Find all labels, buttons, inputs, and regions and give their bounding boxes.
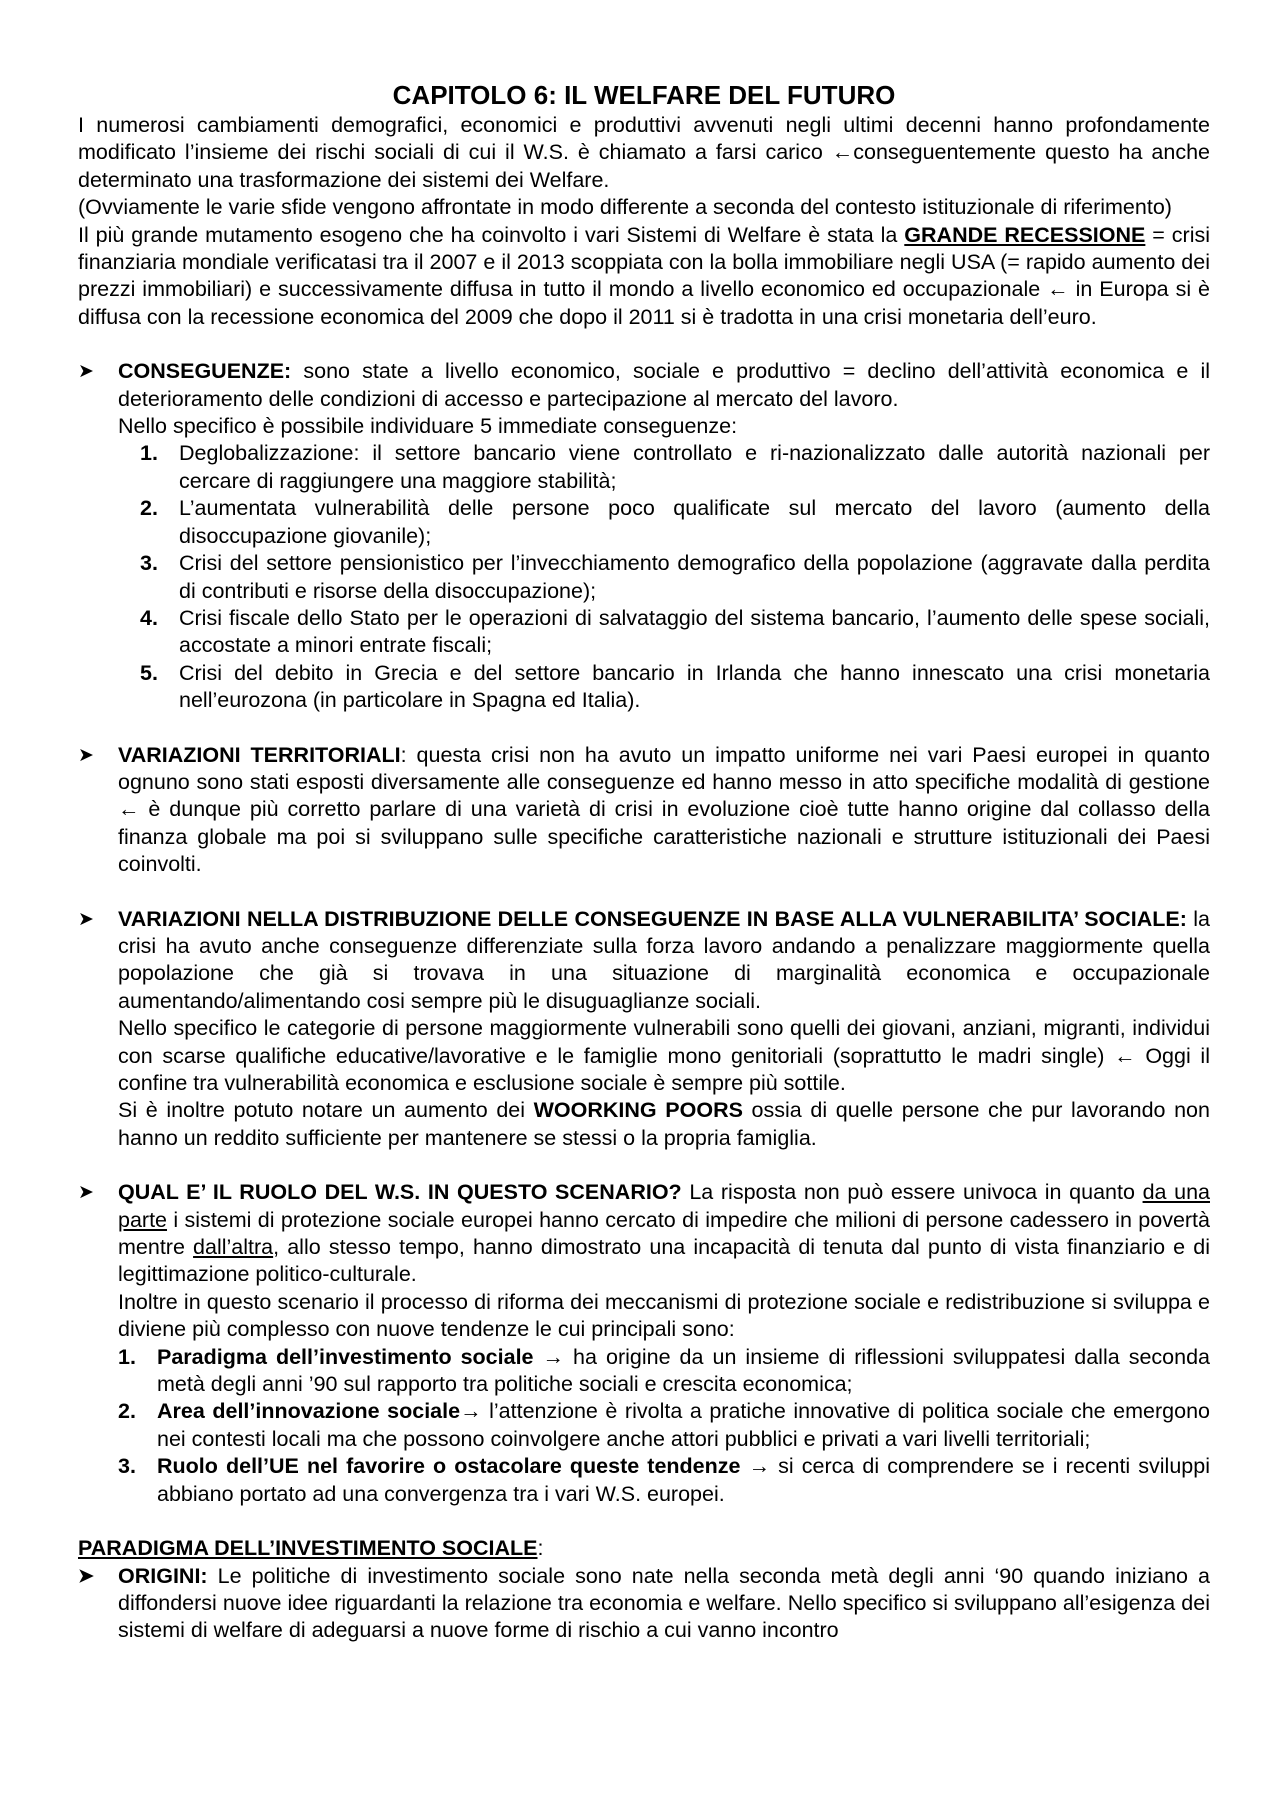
arrow-bullet-icon: ➤	[78, 908, 94, 930]
list-item: 3. Ruolo dell’UE nel favorire o ostacolare queste tendenze → si cerca di comprendere se i recenti sviluppi abbiano portato ad una convergenza tra i vari W.S. europei.	[118, 1454, 1210, 1506]
variazioni-distribuzione-heading: VARIAZIONI NELLA DISTRIBUZIONE DELLE CONSEGUENZE IN BASE ALLA VULNERABILITA’ SOCIALE:	[118, 906, 1187, 931]
variazioni-territoriali-heading: VARIAZIONI TERRITORIALI	[118, 742, 401, 767]
arrow-bullet-icon: ➤	[78, 1182, 94, 1204]
conseguenze-list	[118, 440, 1210, 714]
list-item: 5. Crisi del debito in Grecia e del settore bancario in Irlanda che hanno innescato una crisi monetaria nell’eurozona (in particolare in Spagna ed Italia).	[140, 660, 1210, 713]
arrow-bullet-icon: ➤	[78, 361, 94, 383]
list-item: 2. Area dell’innovazione sociale→ l’attenzione è rivolta a pratiche innovative di politica sociale che emergono nei contesti locali ma che possono coinvolgere anche attori pubblici e privati a vari livelli territoriali;	[118, 1399, 1210, 1451]
conseguenze-heading: CONSEGUENZE:	[118, 359, 292, 384]
variazioni-distribuzione-paragraph: VARIAZIONI NELLA DISTRIBUZIONE DELLE CONSEGUENZE IN BASE ALLA VULNERABILITA’ SOCIALE: la crisi ha avuto anche conseguenze differenziate sulla forza lavoro andando a penalizzare maggiormente quella popolazione che già si trovava in una situazione di marginalità economica e occupazionale aumentando/alimentando cosi sempre più le disuguaglianze sociali.	[118, 906, 1210, 1013]
variazioni-distribuzione-section	[78, 906, 1210, 1153]
tendenze-list	[118, 1344, 1210, 1508]
list-item: 3. Crisi del settore pensionistico per l’invecchiamento demografico della popolazione (aggravate dalla perdita di contributi e risorse della disoccupazione);	[140, 551, 1210, 603]
intro-paragraph-1: I numerosi cambiamenti demografici, economici e produttivi avvenuti negli ultimi decenni hanno profondamente modificato l’insieme dei rischi sociali di cui il W.S. è chiamato a farsi carico ←conseguentemente questo ha anche determinato una trasformazione dei sistemi dei Welfare.	[78, 113, 1210, 192]
list-item: 2. L’aumentata vulnerabilità delle persone poco qualificate sul mercato del lavoro (aumento della disoccupazione giovanile);	[140, 496, 1210, 548]
origini-section	[78, 1563, 1210, 1645]
list-item: 1. Paradigma dell’investimento sociale → ha origine da un insieme di riflessioni sviluppatesi dalla seconda metà degli anni ’90 sul rapporto tra politiche sociali e crescita economica;	[118, 1344, 1210, 1397]
origini-paragraph: ORIGINI: Le politiche di investimento sociale sono nate nella seconda metà degli anni ‘90 quando iniziano a diffondersi nuove idee riguardanti la relazione tra economia e welfare. Nello specifico si sviluppano all’esigenza dei sistemi di welfare di adeguarsi a nuove forme di rischio a cui vanno incontro	[118, 1563, 1210, 1643]
conseguenze-section	[78, 358, 1210, 714]
ruolo-section	[78, 1179, 1210, 1508]
ruolo-heading: QUAL E’ IL RUOLO DEL W.S. IN QUESTO SCENARIO?	[118, 1180, 682, 1205]
tendenze-paragraph: Inoltre in questo scenario il processo di riforma dei meccanismi di protezione sociale e redistribuzione si sviluppa e diviene più complesso con nuove tendenze le cui principali sono:	[118, 1289, 1210, 1342]
list-item: 4. Crisi fiscale dello Stato per le operazioni di salvataggio del sistema bancario, l’aumento delle spese sociali, accostate a minori entrate fiscali;	[140, 605, 1210, 658]
intro-paragraph-2: (Ovviamente le varie sfide vengono affrontate in modo differente a seconda del contesto istituzionale di riferimento)	[78, 195, 1172, 220]
document-page	[78, 80, 1210, 1645]
working-poors-term: WOORKING POORS	[533, 1098, 743, 1123]
arrow-bullet-icon: ➤	[78, 744, 94, 766]
conseguenze-intro: Nello specifico è possibile individuare 5 immediate conseguenze:	[118, 414, 738, 439]
origini-heading: ORIGINI:	[118, 1563, 208, 1588]
ruolo-paragraph: QUAL E’ IL RUOLO DEL W.S. IN QUESTO SCENARIO? La risposta non può essere univoca in quanto da una parte i sistemi di protezione sociale europei hanno cercato di impedire che milioni di persone cadessero in povertà mentre dall’altra, allo stesso tempo, hanno dimostrato una incapacità di tenuta dal punto di vista finanziario e di legittimazione politico-culturale.	[118, 1180, 1210, 1287]
grande-recessione-term: GRANDE RECESSIONE	[904, 222, 1146, 247]
variazioni-territoriali-paragraph: VARIAZIONI TERRITORIALI: questa crisi non ha avuto un impatto uniforme nei vari Paesi europei in quanto ognuno sono stati esposti diversamente alle conseguenze ed hanno messo in atto specifiche modalità di gestione ← è dunque più corretto parlare di una varietà di crisi in evoluzione cioè tutte hanno origine dal collasso della finanza globale ma poi si sviluppano sulle specifiche caratteristiche nazionali e strutture istituzionali dei Paesi coinvolti.	[118, 742, 1211, 877]
working-poors-paragraph: Si è inoltre potuto notare un aumento dei WOORKING POORS ossia di quelle persone che pur lavorando non hanno un reddito sufficiente per mantenere se stessi o la propria famiglia.	[118, 1098, 1210, 1150]
list-item: 1. Deglobalizzazione: il settore bancario viene controllato e ri-nazionalizzato dalle autorità nazionali per cercare di raggiungere una maggiore stabilità;	[140, 441, 1210, 493]
arrow-bullet-icon: ➤	[78, 1565, 94, 1587]
intro-paragraph-3: Il più grande mutamento esogeno che ha coinvolto i vari Sistemi di Welfare è stata la GRANDE RECESSIONE = crisi finanziaria mondiale verificatasi tra il 2007 e il 2013 scoppiata con la bolla immobiliare negli USA (= rapido aumento dei prezzi immobiliari) e successivamente diffusa in tutto il mondo a livello economico ed occupazionale ← in Europa si è diffusa con la recessione economica del 2009 che dopo il 2011 si è tradotta in una crisi monetaria dell’euro.	[78, 222, 1210, 329]
paradigma-title: PARADIGMA DELL’INVESTIMENTO SOCIALE	[78, 1536, 538, 1561]
page-title: CAPITOLO 6: IL WELFARE DEL FUTURO	[392, 80, 896, 110]
variazioni-territoriali-section	[78, 742, 1210, 879]
conseguenze-paragraph: CONSEGUENZE: sono state a livello economico, sociale e produttivo = declino dell’attività economica e il deterioramento delle condizioni di accesso e partecipazione al mercato del lavoro.	[118, 359, 1210, 411]
vulnerabili-paragraph: Nello specifico le categorie di persone maggiormente vulnerabili sono quelli dei giovani, anziani, migranti, individui con scarse qualifiche educative/lavorative e le famiglie mono genitoriali (soprattutto le madri single) ← Oggi il confine tra vulnerabilità economica e esclusione sociale è sempre più sottile.	[118, 1016, 1210, 1095]
section-heading: PARADIGMA DELL’INVESTIMENTO SOCIALE:	[78, 1536, 544, 1561]
